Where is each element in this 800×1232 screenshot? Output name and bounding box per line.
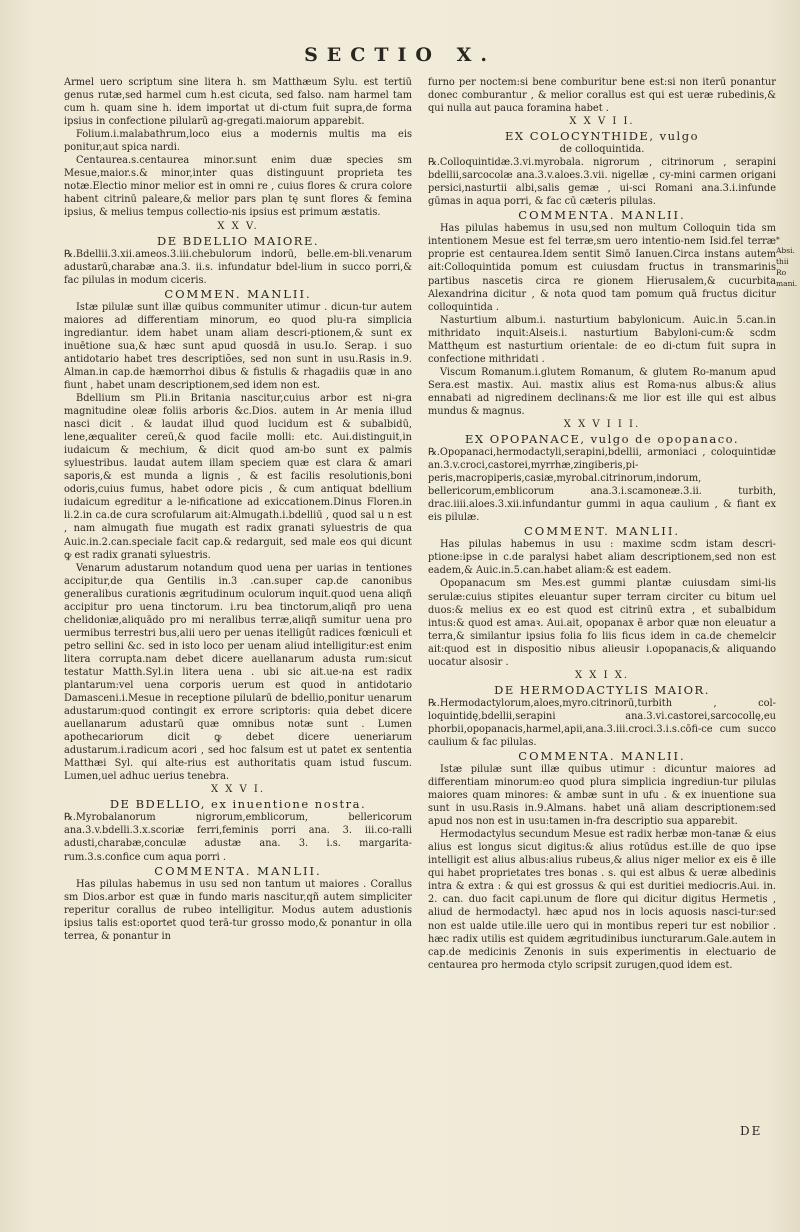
paragraph: Bdellium sm Pli.in Britania nascitur,cuius arbor est ni-gra magnitudine oleæ foliis arboris &c.Dios. autem in Ar menia illud nasci dicit . & laudat illud quod lucidum est & subalbidū, lene,æqualiter cereū,& quod facile molli: etc. Aui.distinguit,in iudaicum & mechium, & dicit quod am-bo sunt ex palmis syluestribus. laudat autem illam speciem quæ est clara & amari saporis,& est munda a lignis , & est facilis resolutionis,boni odoris,cuius fumus, habet odore picis , & cum antiquat bdellium iudaicum egreditur a le-nificatione ad exiccationem.Dinus Floren.in li.2.in ca.de cura scrofularum ait:Almugath.i.bdelliū , quod sal u n est , nam almugath fiue mugath est radix granati syluestris de qua Auic.in.2.can.speciale facit cap.& redarguit, sed male eos qui dicunt ꝙ est radix granati syluestris. [64,392,412,561]
recipe: ℞.Colloquintidæ.3.vi.myrobala. nigrorum , citrinorum , serapini bdellii,sarcocolæ ana.3.v.aloes.3.vii. nigellæ , cy-mini carmen origani persici,nasturtii albi,salis gemæ , ui-sci Romani ana.3.i.infunde gūmas in aqua porri, & fac cū cæteris pilulas. [428,157,776,208]
section-heading: DE BDELLIO MAIORE. [157,233,319,248]
section-subheading: de colloquintida. [559,144,645,156]
commentary-heading: COMMEN. MANLII. [164,286,312,301]
left-column [64,76,412,943]
section-heading: DE HERMODACTYLIS MAIOR. [494,682,710,697]
paragraph: Venarum adustarum notandum quod uena per uarias in tentiones accipitur,de qua Gentilis in.3 .can.super cap.de canonibus generalibus curationis ægritudinum oculorum inquit.quod uena aliqñ accipitur pro uena tinctorum. i.ru bea tinctorum,aliqñ pro uena chelidoniæ,aliquādo pro mi neralibus terræ,aliqñ sumitur uena pro uermibus terrestri bus,alii uero per uenas itelligūt radices fœniculi et petro sellini &c. sed in isto loco per uenam aliud intelligitur:est enim litera corrupta.nam debet dicere auellanarum adusta rum:sicut testatur Matth.Syl.in litera uena . ubi sic ait.ue-na est radix plantarum:vel uena corporis uerum est quod in antidotario Damasceni.i.Mesue in receptione pilularū de bdellio,ponitur uenarum adustarum:quod contingit ex errore scriptoris: quia debet dicere auellanarum adustarū quæ omnibus notæ sunt . Lumen apothecariorum dicit ꝙ debet dicere ueneriarum adustarum.i.radicum acori , sed hoc falsum est ut patet ex sententia Matthæi Syl. qui alte-rius est authoritatis quam istud fuscum. Lumen,uel adhuc uerius tenebra. [64,562,412,783]
section-heading: DE BDELLIO, ex inuentione nostra. [109,797,367,812]
paragraph: Opopanacum sm Mes.est gummi plantæ cuiusdam simi-lis serulæ:cuius stipites eleuantur super terram circiter cu bitum uel duos:& melius ex eo est quod est citrinū extra , et subalbidum intus:& quod est amaꝛ. Aui.ait, opopanax ē arbor quæ non eleuatur a terra,& similantur ipsius folia fo liis ficus idem in ca.de chemelcir ait:quod est in dispositio nibus alieusir i.opopanacis,& aliquando uocatur alsosir . [428,578,776,668]
recipe: ℞.Bdellii.3.xii.ameos.3.iii.chebulorum indorū, belle.em-bli.venarum adustarū,charabæ ana.3. ii.s. infundatur bdel-lium in succo porri,& fac pilulas in modum ciceris. [64,248,412,286]
running-title: SECTIO X. [304,44,496,66]
recipe: ℞.Hermodactylorum,aloes,myro.citrinorū,turbith , col-loquintidę,bdellii,serapini ana.3.vi.castorei,sarcocollę,eu phorbii,opopanacis,harmel,apii,ana.3.iii.croci.3.i.s.cōfi-ce cum succo caulium & fac pilulas. [428,697,776,748]
paragraph: Has pilulas habemus in usu sed non tantum ut maiores . Corallus sm Dios.arbor est quæ in fundo maris nascitur,qñ autem simpliciter reperitur corallus de rubeo intelligitur. Modus autem adustionis ipsius talis est:oportet quod terā-tur grosso modo,& ponantur in olla terrea, & ponantur in [64,878,412,942]
catchword: DE [740,1124,763,1138]
paragraph: Armel uero scriptum sine litera h. sm Matthæum Sylu. est tertiū genus rutæ,sed harmel cum h.est cicuta, sed falso. nam harmel tam cum h. quam sine h. idem importat ut di-ctum fuit supra,de forma ipsius in confectione pilularū ag-gregati.maiorum apparebit. [64,77,412,128]
paragraph: Centaurea.s.centaurea minor.sunt enim duæ species sm Mesue,maior.s.& minor,inter quas distinguunt proprieta tes notæ.Electio minor melior est in omni re , cuius flores & crura colore habent citrinū paleare,& melior pars plan tę sunt flores & femina ipsius, & melius tempus collectio-nis ipsius est primum æstatis. [64,155,412,219]
commentary-heading: COMMENT. MANLII. [523,524,681,539]
section-number: X X I X. [574,669,630,681]
section-heading: EX OPOPANACE, vulgo de opopanaco. [464,432,740,447]
paragraph: Viscum Romanum.i.glutem Romanum, & glutem Ro-manum apud Sera.est mastix. Aui. mastix alius est Roma-nus albus:& alius ennabati ad nigredinem declinans:& me lior est ille qui est albus mundus & magnus. [428,366,776,417]
section-number: X X V. [217,220,259,232]
commentary-heading: COMMENTA. MANLII. [518,208,686,223]
section-number: X X V I I. [569,116,635,128]
paragraph: Istæ pilulæ sunt illæ quibus utimur : dicuntur maiores ad differentiam minorum:eo quod plura simplicia ingrediun-tur pilulas maiores quam minores: & ambæ sunt in ufu . & ex inuentione sua sunt in usu.Rasis in.9.Almans. habet unā aliam descriptionem:sed apud nos non est in usu:tamen in-fra descriptio sua apparebit. [428,763,776,828]
right-column [428,76,776,972]
paragraph: Nasturtium album.i. nasturtium babylonicum. Auic.in 5.can.in mithridato inquit:Alseis.i. nasturtium Babyloni-cum:& scdm Matthęum est nasturtium orientale: de eo di-ctum fuit supra in confectione mithridati . [428,314,776,365]
section-number: X X V I I I. [563,419,641,431]
section-number: X X V I. [210,784,266,796]
paragraph: furno per noctem:si bene comburitur bene est:si non iterū ponantur donec comburantur , & melior corallus est qui est ueræ rubedinis,& qui nulla aut pauca foramina habet . [428,77,776,115]
paragraph: Has pilulas habemus in usu,sed non multum Colloquin tida sm intentionem Mesue est fel terræ,sm uero intentio-nem Isid.fel terræ proprie est centaurea.Idem sentit Simō Ianuen.Circa instans autem ait:Colloquintida pomum est cuiusdam fructus in transmarinis partibus nascetis circa re gionem Hierusalem,& cucurbita Alexandrina dicitur , & nota quod tam pomum quā fructus dicitur colloquintida . [428,223,776,313]
paragraph: Has pilulas habemus in usu : maxime scdm istam descri-ptione:ipse in c.de paralysi habet aliam descriptionem,sed non est eadem,& Auic.in.5.can.habet aliam:& est eadem. [428,539,776,577]
recipe: ℞.Myrobalanorum nigrorum,emblicorum, bellericorum ana.3.v.bdelli.3.x.scoriæ ferri,feminis porri ana. 3. iii.co-ralli adusti,charabæ,conculæ adustæ ana. 3. i.s. margarita-rum.3.s.confice cum aqua porri . [64,812,412,863]
commentary-heading: COMMENTA. MANLII. [154,863,322,878]
recipe: ℞.Opopanaci,hermodactyli,serapini,bdellii, armoniaci , coloquintidæ an.3.v.croci,castorei,myrrhæ,zingiberis,pi-peris,macropiperis,casiæ,myrobal.citrinorum,indorum, bellericorum,emblicorum ana.3.i.scamoneæ.3.ii. turbith, drac.iiii.aloes.3.xii.infundantur gummi in aqua caulium , & fiant ex eis pilulæ. [428,447,776,524]
section-heading: EX COLOCYNTHIDE, vulgo [504,129,700,144]
paragraph: Istæ pilulæ sunt illæ quibus communiter utimur . dicun-tur autem maiores ad differentiam minorum, eo quod plu-ra simplicia ingrediantur. idem habet unam aliam descri-ptionem,& sunt ex inuētione sua,& hæc sunt apud quosdā in usu.Io. Serap. i suo antidotario habet tres descriptiões, sed non sunt in usu.Rasis in.9. Alman.in cap.de hæmorrhoi dibus & fistulis & rhagadiis quæ in ano fiunt , habet unam descriptionem,sed idem non est. [64,301,412,391]
margin-note: * Absi. thii Ro mani. [776,235,798,288]
paragraph: Folium.i.malabathrum,loco eius a modernis multis ma eis ponitur,aut spica nardi. [64,129,412,154]
paragraph: Hermodactylus secundum Mesue est radix herbæ mon-tanæ & eius alius est longus sicut digitus:& alius rotūdus est.ille de quo ipse intelligit est alius albus:alius rubeus,& alius niger melior ex eis ē ille qui habet proprietates tres bonas . s. qui est albus & ueræ albedinis intra & extra : & qui est grossus & qui est duritiei mediocris.Aui. in. 2. can. duo facit capi.unum de flore qui dicitur digitus Hermetis , aliud de hermodactyl. hæc apud nos in locis aquosis nasci-tur:sed non est ualde utile.ille uero qui in montibus reperi tur est nobilior . hæc radix utilis est quidem ægritudinibus iuncturarum.Gale.autem in cap.de medicinis Zenonis in suis experimentis in electuario de centaurea pro hermoda ctylo scripsit zurugen,quod idem est. [428,829,777,971]
commentary-heading: COMMENTA. MANLII. [518,748,686,763]
